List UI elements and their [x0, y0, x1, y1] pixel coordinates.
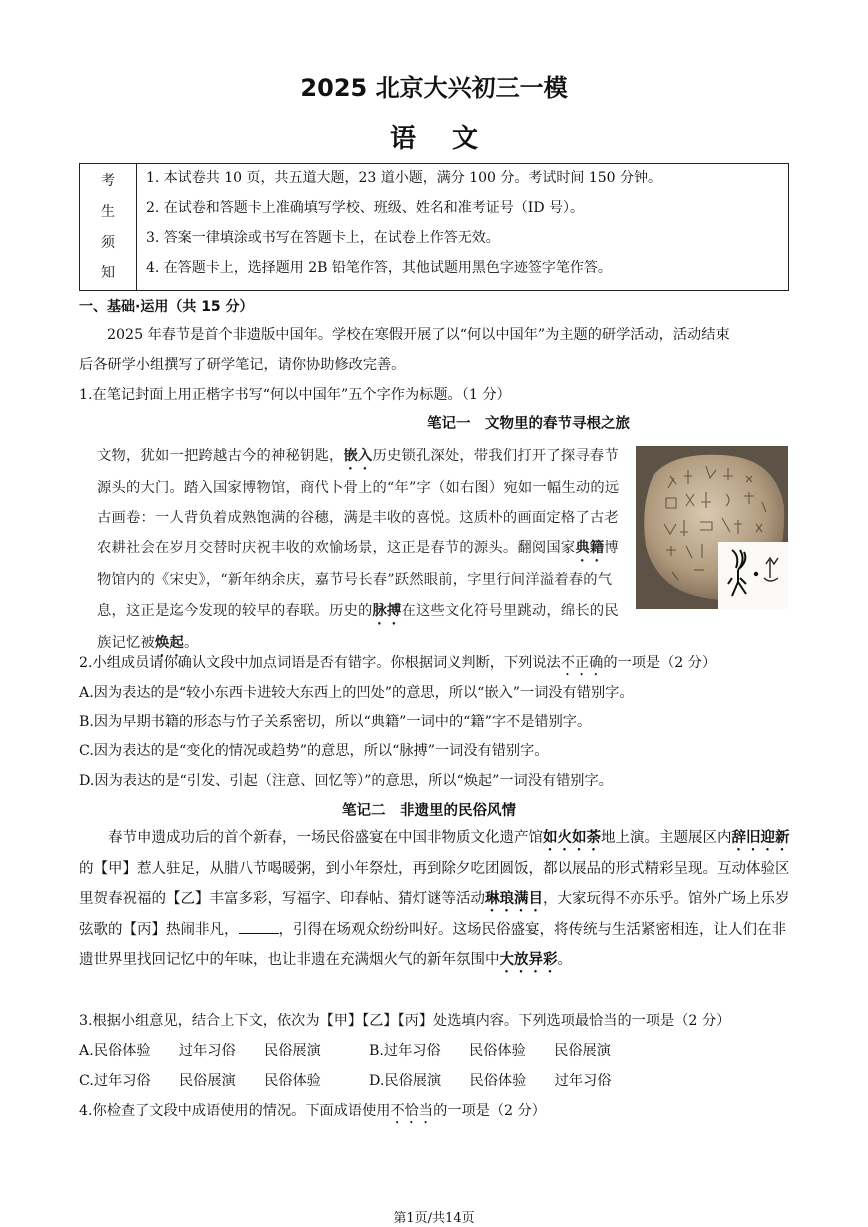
q3-option-b[interactable]: B.过年习俗 民俗体验 民俗展演: [369, 1043, 611, 1059]
question-2-stem: [79, 652, 716, 679]
option-d[interactable]: D.因为表达的是“引发、引起（注意、回忆等）”的意思，所以“焕起”一词没有错别字。: [79, 773, 613, 789]
question-1: 1.在笔记封面上用正楷字书写“何以中国年”五个字作为标题。（1 分）: [79, 387, 511, 403]
dotted-word: 焕起: [155, 634, 184, 651]
section-heading: 一、基础·运用（共 15 分）: [79, 299, 254, 315]
note1-heading: 笔记一 文物里的春节寻根之旅: [427, 416, 630, 432]
option-a[interactable]: A.因为表达的是“较小东西卡进较大东西上的凹处”的意思，所以“嵌入”一词没有错别字。: [79, 685, 634, 701]
q3-option-c[interactable]: C.过年习俗 民俗展演 民俗体验: [79, 1073, 321, 1089]
option-b[interactable]: B.因为早期书籍的形态与竹子关系密切，所以“典籍”一词中的“籍”字不是错别字。: [79, 714, 592, 730]
dotted-idiom: 琳琅满目: [485, 891, 543, 907]
dotted-idiom: 辞旧迎新: [731, 830, 790, 846]
notice-label-char: 生: [101, 204, 115, 220]
q3-option-d[interactable]: D.民俗展演 民俗体验 过年习俗: [369, 1073, 612, 1089]
note2-heading: 笔记二 非遗里的民俗风情: [342, 803, 516, 819]
text: ，引得在场观众纷纷叫好。这场民俗盛宴，将传统与生活紧密相连，让人们在非遗世界里找回记忆中的年味，也让非遗在充满烟火气的新年氛围中: [79, 922, 786, 968]
text: 的一项是（2 分）: [603, 655, 717, 671]
q3-option-a[interactable]: A.民俗体验 过年习俗 民俗展演: [79, 1043, 321, 1059]
option-c[interactable]: C.因为表达的是“变化的情况或趋势”的意思，所以“脉搏”一词没有错别字。: [79, 743, 549, 759]
text: 的一项是（2 分）: [433, 1103, 546, 1119]
note1-paragraph: [97, 441, 631, 660]
notice-label-char: 须: [101, 235, 115, 251]
notice-item: 3. 答案一律填涂或书写在答题卡上，在试卷上作答无效。: [146, 230, 500, 246]
text: 地上演。主题展区内: [601, 830, 732, 846]
exam-notice-box: [79, 163, 789, 291]
dotted-idiom: 大放异彩: [499, 952, 558, 968]
page-footer: 第1页/共14页: [393, 1211, 475, 1226]
notice-item: 1. 本试卷共 10 页，共五道大题，23 道小题，满分 100 分。考试时间 150 分钟。: [146, 170, 663, 186]
dotted-word: 不正确: [560, 655, 604, 671]
dotted-word: 典籍: [575, 540, 605, 557]
text: 文物，犹如一把跨越古今的神秘钥匙，: [97, 448, 344, 464]
text: 历史锁孔深处，带我们打开了探寻春节源头的大门。踏入国家博物馆，商代卜骨上的“年”字（如右图）宛如一幅生动的远古画卷：一人背负着成熟饱满的谷穗，满是丰收的喜悦。这质朴的画面定格了古老农耕社会在岁月交替时庆祝丰收的欢愉场景，这正是春节的源头。翻阅国家: [97, 448, 620, 557]
dotted-word: 嵌入: [343, 448, 373, 464]
text: 。: [184, 634, 199, 651]
fill-blank[interactable]: [239, 919, 279, 934]
dotted-word: 不恰当: [390, 1103, 434, 1119]
notice-item: 2. 在试卷和答题卡上准确填写学校、班级、姓名和准考证号（ID 号）。: [146, 200, 585, 216]
text: ，大家玩得不亦乐乎。馆外广场上乐岁弦歌的【丙】热闹非凡，: [79, 891, 790, 938]
intro-line: 2025 年春节是首个非遗版中国年。学校在寒假开展了以“何以中国年”为主题的研学活动，活动结束: [107, 327, 730, 343]
text: 4.你检查了文段中成语使用的情况。下面成语使用: [79, 1103, 391, 1119]
question-3-stem: 3.根据小组意见，结合上下文，依次为【甲】【乙】【丙】处选填内容。下列选项最恰当的一项是（2 分）: [79, 1013, 731, 1029]
dotted-idiom: 如火如荼: [543, 830, 601, 846]
text: 的【甲】惹人驻足，从腊八节喝暖粥，到小年祭灶，再到除夕吃团圆饭，都以展品的形式精彩呈现。互动体验区里贺春祝福的【乙】丰富多彩，写福字、印春帖、猜灯谜等活动: [79, 861, 790, 907]
text: 博物馆内的《宋史》，“新年纳余庆，嘉节号长春”跃然眼前，字里行间洋溢着春的气息，这正是迄今发现的较早的春联。历史的: [97, 540, 619, 619]
dotted-word: 脉搏: [372, 602, 402, 619]
note2-paragraph: [79, 823, 791, 976]
exam-title: 2025 北京大兴初三一模: [300, 74, 568, 102]
subject-title: 语文: [389, 124, 514, 154]
text: 春节申遗成功后的首个新春，一场民俗盛宴在中国非物质文化遗产馆: [108, 830, 543, 846]
notice-label-char: 知: [101, 265, 115, 281]
oracle-bone-image: [636, 446, 788, 609]
notice-label: [80, 164, 137, 290]
notice-item: 4. 在答题卡上，选择题用 2B 铅笔作答，其他试题用黑色字迹签字笔作答。: [146, 260, 612, 276]
text: 。: [557, 952, 572, 968]
question-4-stem: [79, 1100, 546, 1127]
text: 2.小组成员请你确认文段中加点词语是否有错字。你根据词义判断，下列说法: [79, 655, 561, 671]
notice-label-char: 考: [101, 173, 115, 189]
text: 在这些文化符号里跳动，绵长的民族记忆被: [97, 602, 619, 651]
intro-line: 后各研学小组撰写了研学笔记，请你协助修改完善。: [79, 357, 406, 373]
oracle-bone-illustration: [636, 446, 788, 609]
